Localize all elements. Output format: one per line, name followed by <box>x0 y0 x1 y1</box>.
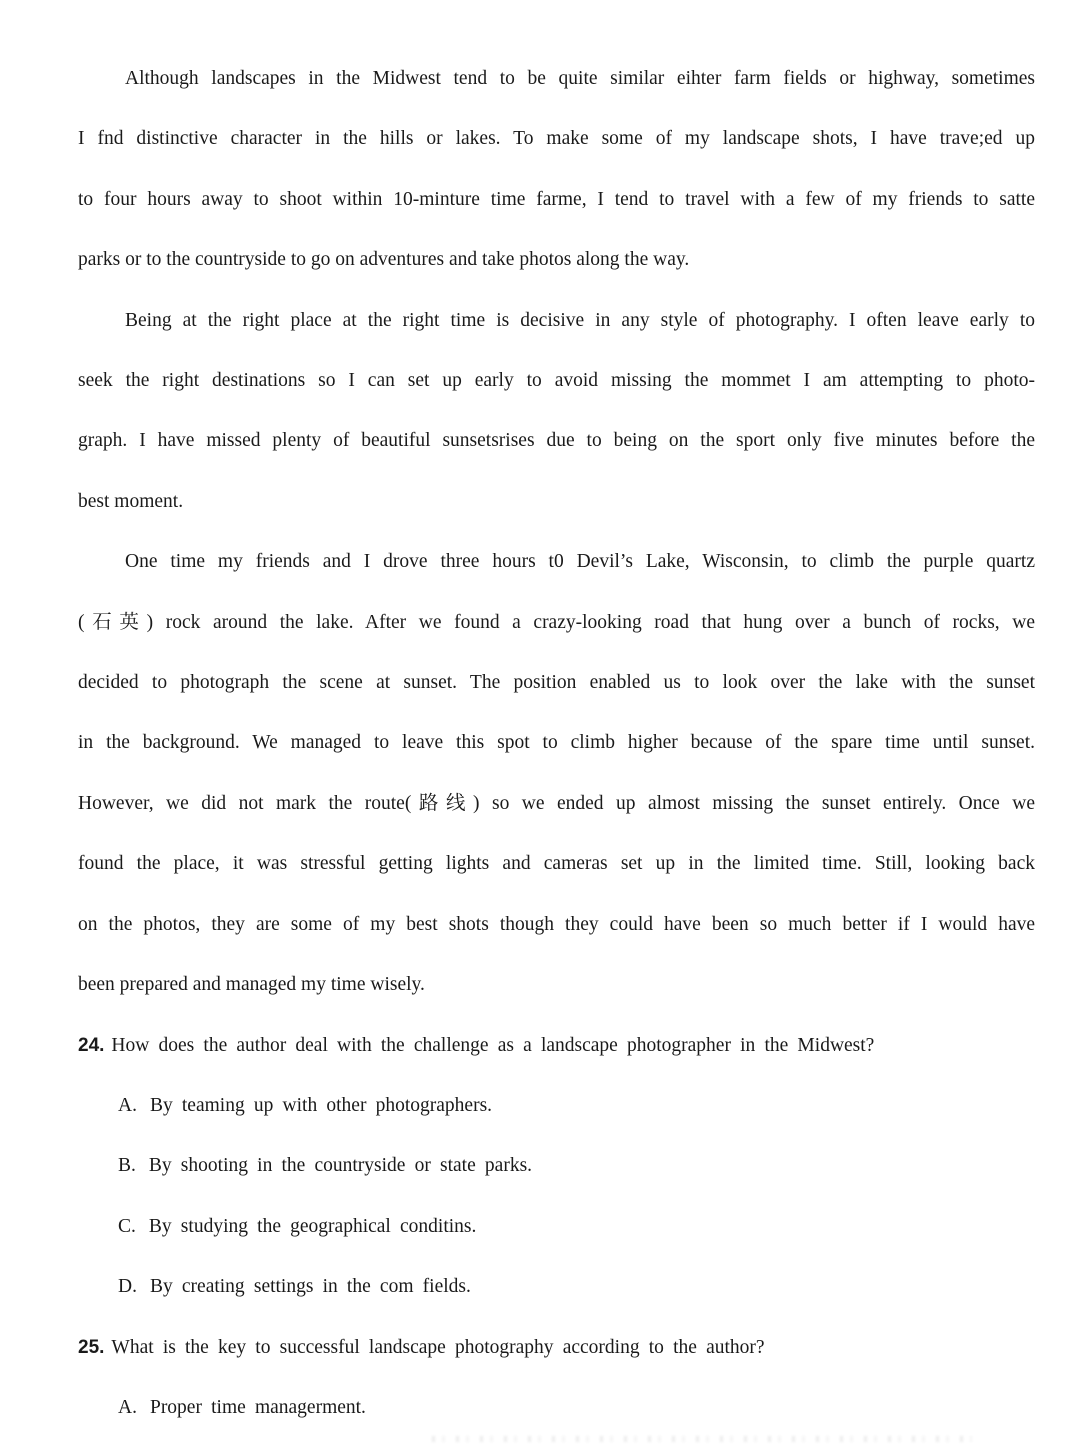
question-24-option-d <box>78 1257 1035 1317</box>
question-25-text: What is the key to successful landscape photography according to the author? <box>111 1336 765 1358</box>
passage-line: One time my friends and I drove three hours t0 Devil’s Lake, Wisconsin, to climb the purple quartz <box>125 551 1035 573</box>
cut-off-text-ghost <box>432 1436 972 1442</box>
question-24-text: How does the author deal with the challenge as a landscape photographer in the Midwest? <box>111 1034 875 1056</box>
question-24 <box>78 1016 1035 1076</box>
question-24-number: 24. <box>78 1034 105 1056</box>
passage-line: Although landscapes in the Midwest tend to be quite similar eihter farm fields or highway, sometimes <box>125 68 1035 89</box>
question-24-option-a <box>78 1076 1035 1136</box>
option-label: C. <box>118 1215 136 1237</box>
passage-line: However, we did not mark the route(路线) so we ended up almost missing the sunset entirely. Once we <box>78 792 1035 814</box>
option-text: By studying the geographical conditins. <box>148 1215 477 1237</box>
passage-line: (石英) rock around the lake. After we found a crazy-looking road that hung over a bunch of rocks, we <box>78 611 1035 633</box>
passage-line: Being at the right place at the right time is decisive in any style of photography. I often leave early to <box>125 309 1035 331</box>
option-text: By shooting in the countryside or state parks. <box>148 1155 533 1177</box>
passage-line: parks or to the countryside to go on adventures and take photos along the way. <box>78 249 690 271</box>
option-text: By creating settings in the com fields. <box>149 1276 471 1298</box>
passage-line: to four hours away to shoot within 10-minture time farme, I tend to travel with a few of my friends to satte <box>78 188 1035 210</box>
passage-line: seek the right destinations so I can set up early to avoid missing the mommet I am attempting to photo- <box>78 370 1035 392</box>
passage-line: on the photos, they are some of my best shots though they could have been so much better if I would have <box>78 913 1035 935</box>
passage-line: found the place, it was stressful getting lights and cameras set up in the limited time. Still, looking back <box>78 853 1035 875</box>
question-25 <box>78 1318 1035 1378</box>
option-label: D. <box>118 1276 137 1298</box>
passage-line: in the background. We managed to leave this spot to climb higher because of the spare time until sunset. <box>78 732 1035 754</box>
passage-line: been prepared and managed my time wisely. <box>78 974 425 996</box>
option-label: A. <box>118 1396 137 1418</box>
option-label: A. <box>118 1094 137 1116</box>
question-25-number: 25. <box>78 1336 105 1358</box>
reading-passage-and-questions <box>78 49 1035 1438</box>
passage-line: graph. I have missed plenty of beautiful sunsetsrises due to being on the sport only five minutes before the <box>78 430 1035 452</box>
passage-line: I fnd distinctive character in the hills or lakes. To make some of my landscape shots, I have trave;ed up <box>78 128 1035 150</box>
question-24-option-b <box>78 1136 1035 1196</box>
passage-line: decided to photograph the scene at sunset. The position enabled us to look over the lake with the sunset <box>78 672 1035 694</box>
option-text: Proper time managerment. <box>149 1396 366 1418</box>
option-text: By teaming up with other photographers. <box>149 1094 493 1116</box>
question-25-option-a <box>78 1378 1035 1438</box>
passage-line: best moment. <box>78 490 184 512</box>
question-24-option-c <box>78 1197 1035 1257</box>
option-label: B. <box>118 1155 136 1177</box>
